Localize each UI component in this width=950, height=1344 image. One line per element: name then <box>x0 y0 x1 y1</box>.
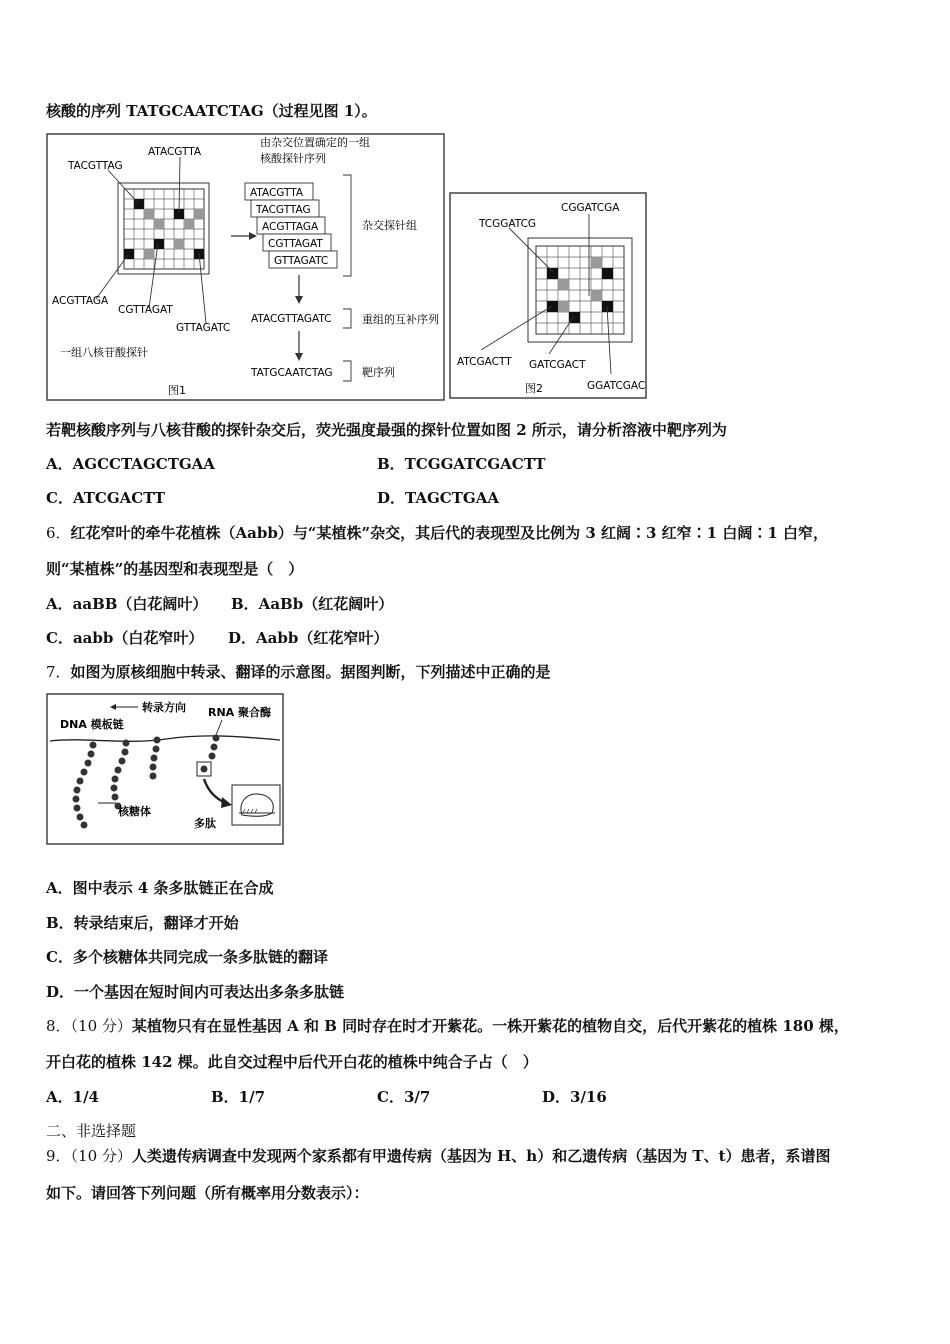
q9-line1 <box>46 1146 831 1166</box>
fig2-probe-label: ATCGACTT <box>457 356 512 368</box>
fig1-probe-label: TACGTTAG <box>68 160 123 172</box>
fig1-probe-label: CGTTAGAT <box>118 304 173 316</box>
q5-option-a[interactable]: A．AGCCTAGCTGAA <box>46 455 215 473</box>
q8-option-b[interactable]: B．1/7 <box>211 1088 266 1106</box>
q5-option-d[interactable]: D．TAGCTGAA <box>377 489 499 507</box>
q9-stem-line2: 如下。请回答下列问题（所有概率用分数表示）： <box>46 1184 369 1202</box>
q8-line1 <box>46 1016 849 1036</box>
fig1-header-line2: 核酸探针序列 <box>260 152 326 165</box>
figure-transcription <box>46 693 284 845</box>
dna-label: DNA 模板链 <box>60 718 124 731</box>
q8-option-d[interactable]: D．3/16 <box>542 1088 607 1106</box>
q7-line <box>46 662 551 682</box>
probe-grid-2 <box>536 246 624 334</box>
fig2-probe-label: GGATCGAC <box>587 380 646 392</box>
q5-option-b[interactable]: B．TCGGATCGACTT <box>377 455 546 473</box>
fig1-probe-label: GTTAGATC <box>176 322 231 334</box>
q9-number: 9． <box>46 1147 71 1165</box>
q7-option-c[interactable]: C．多个核糖体共同完成一条多肽链的翻译 <box>46 948 328 966</box>
q6-option-d[interactable]: D．Aabb（红花窄叶） <box>228 629 389 647</box>
q7-number: 7． <box>46 663 71 681</box>
fig2-caption: 图2 <box>525 382 543 395</box>
q8-option-a[interactable]: A．1/4 <box>46 1088 99 1106</box>
q8-score: （10 分） <box>70 1017 132 1035</box>
fig2-probe-label: TCGGATCG <box>479 218 537 230</box>
q7-option-d[interactable]: D．一个基因在短时间内可表达出多条多肽链 <box>46 983 345 1001</box>
q6-option-b[interactable]: B．AaBb（红花阔叶） <box>231 595 394 613</box>
fig1-probe-label: ATACGTTA <box>148 146 202 158</box>
q8-stem-line2: 开白花的植株 142 棵。此自交过程中后代开白花的植株中纯合子占（ ） <box>46 1053 538 1071</box>
fig1-grid-note: 一组八核苷酸探针 <box>60 346 148 359</box>
figure-2 <box>449 192 647 399</box>
q9-score: （10 分） <box>70 1147 132 1165</box>
target-seq: TATGCAATCTAG <box>251 367 333 379</box>
q6-stem-line1: 红花窄叶的牵牛花植株（Aabb）与“某植株”杂交，其后代的表现型及比例为 3 红阔∶3 红窄∶1 白阔∶1 白窄， <box>70 524 828 542</box>
fig1-probe-label: ACGTTAGA <box>52 295 109 307</box>
q5-stem: 若靶核酸序列与八核苷酸的探针杂交后，荧光强度最强的探针位置如图 2 所示，请分析溶液中靶序列为 <box>46 421 727 439</box>
stack-label: 杂交探针组 <box>362 219 417 232</box>
peptide-label: 多肽 <box>194 817 216 830</box>
target-label: 靶序列 <box>362 366 395 379</box>
stack-probe: TACGTTAG <box>256 204 311 216</box>
direction-label: 转录方向 <box>142 701 186 714</box>
fig1-header-line1: 由杂交位置确定的一组 <box>260 136 370 149</box>
q7-option-a[interactable]: A．图中表示 4 条多肽链正在合成 <box>46 879 274 897</box>
recombined-seq: ATACGTTAGATC <box>251 313 332 325</box>
recombined-label: 重组的互补序列 <box>362 313 439 326</box>
q5-option-c[interactable]: C．ATCGACTT <box>46 489 166 507</box>
q6-stem-line2: 则“某植株”的基因型和表现型是（ ） <box>46 560 304 578</box>
q7-stem: 如图为原核细胞中转录、翻译的示意图。据图判断，下列描述中正确的是 <box>70 663 551 681</box>
fig2-probe-label: GATCGACT <box>529 359 586 371</box>
q6-option-a[interactable]: A．aaBB（白花阔叶） <box>46 595 208 613</box>
q8-option-c[interactable]: C．3/7 <box>377 1088 431 1106</box>
q6-number: 6． <box>46 524 71 542</box>
fig2-probe-label: CGGATCGA <box>561 202 620 214</box>
q6-option-c[interactable]: C．aabb（白花窄叶） <box>46 629 204 647</box>
q6-line1 <box>46 523 828 543</box>
q8-number: 8． <box>46 1017 71 1035</box>
stack-probe: ATACGTTA <box>250 187 304 199</box>
stack-probe: GTTAGATC <box>274 255 329 267</box>
section-heading: 二、非选择题 <box>46 1122 137 1140</box>
rna-polymerase-label: RNA 聚合酶 <box>208 706 272 719</box>
q7-option-b[interactable]: B．转录结束后，翻译才开始 <box>46 914 239 932</box>
ribosome-label: 核糖体 <box>118 805 151 818</box>
intro-line: 核酸的序列 TATGCAATCTAG（过程见图 1）。 <box>46 102 377 120</box>
stack-probe: ACGTTAGA <box>262 221 319 233</box>
figure-1 <box>46 133 445 401</box>
q9-stem-line1: 人类遗传病调查中发现两个家系都有甲遗传病（基因为 H、h）和乙遗传病（基因为 T、t）患者，系谱图 <box>131 1147 831 1165</box>
q8-stem-line1: 某植物只有在显性基因 A 和 B 同时存在时才开紫花。一株开紫花的植物自交，后代开紫花的植株 180 棵， <box>131 1017 849 1035</box>
stack-probe: CGTTAGAT <box>268 238 323 250</box>
fig1-caption: 图1 <box>168 384 186 397</box>
